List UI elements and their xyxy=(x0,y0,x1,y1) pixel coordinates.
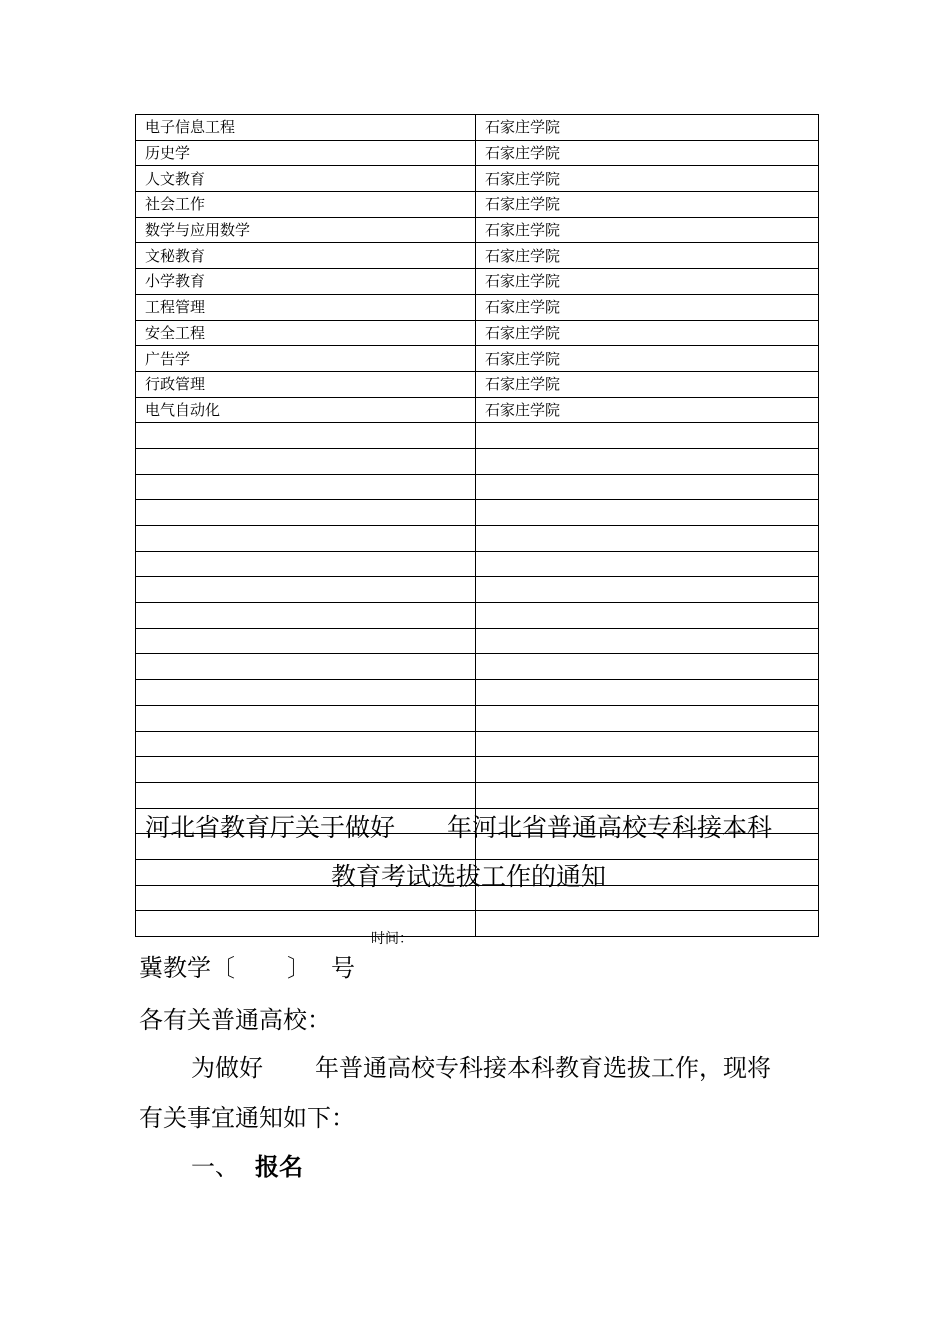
major-cell: 数学与应用数学 xyxy=(136,217,476,243)
table-row xyxy=(136,140,819,166)
table-row xyxy=(136,448,819,474)
major-cell: 工程管理 xyxy=(136,294,476,320)
major-cell: 行政管理 xyxy=(136,371,476,397)
major-cell xyxy=(136,526,476,552)
doc-prefix: 冀教学〔 xyxy=(139,954,235,982)
table-row xyxy=(136,603,819,629)
major-cell xyxy=(136,757,476,783)
intro-paragraph-line-2: 有关事宜通知如下： xyxy=(139,1104,355,1132)
college-cell xyxy=(476,782,819,808)
table-row xyxy=(136,192,819,218)
college-cell: 石家庄学院 xyxy=(476,140,819,166)
major-cell xyxy=(136,911,476,937)
table-row xyxy=(136,243,819,269)
college-cell xyxy=(476,654,819,680)
table-row xyxy=(136,474,819,500)
table-row xyxy=(136,166,819,192)
table-row xyxy=(136,577,819,603)
title-part-1: 河北省教育厅关于做好 xyxy=(145,813,396,842)
major-cell xyxy=(136,474,476,500)
college-cell xyxy=(476,448,819,474)
college-cell xyxy=(476,911,819,937)
college-cell xyxy=(476,603,819,629)
table-row xyxy=(136,320,819,346)
college-cell: 石家庄学院 xyxy=(476,371,819,397)
college-cell: 石家庄学院 xyxy=(476,192,819,218)
table-row xyxy=(136,628,819,654)
major-cell: 历史学 xyxy=(136,140,476,166)
major-cell: 电子信息工程 xyxy=(136,115,476,141)
table-row xyxy=(136,757,819,783)
college-cell: 石家庄学院 xyxy=(476,243,819,269)
major-cell: 人文教育 xyxy=(136,166,476,192)
table-row xyxy=(136,346,819,372)
college-cell: 石家庄学院 xyxy=(476,166,819,192)
college-cell: 石家庄学院 xyxy=(476,269,819,295)
para-part-1: 为做好 xyxy=(191,1054,263,1082)
table-row xyxy=(136,526,819,552)
table-row xyxy=(136,294,819,320)
table-row xyxy=(136,269,819,295)
document-number xyxy=(139,953,355,983)
title-part-2: 年河北省普通高校专科接本科 xyxy=(447,813,773,842)
major-cell xyxy=(136,448,476,474)
major-cell: 小学教育 xyxy=(136,269,476,295)
major-cell: 社会工作 xyxy=(136,192,476,218)
college-cell: 石家庄学院 xyxy=(476,397,819,423)
notice-title-line-1 xyxy=(145,813,772,843)
major-cell xyxy=(136,731,476,757)
major-cell: 电气自动化 xyxy=(136,397,476,423)
doc-close-bracket: 〕 xyxy=(287,954,311,982)
major-cell: 文秘教育 xyxy=(136,243,476,269)
notice-title-line-2: 教育考试选拔工作的通知 xyxy=(331,862,607,891)
table-row xyxy=(136,680,819,706)
major-cell xyxy=(136,628,476,654)
table-row xyxy=(136,911,819,937)
major-cell xyxy=(136,423,476,449)
recipient-line: 各有关普通高校： xyxy=(139,1006,331,1034)
college-cell xyxy=(476,551,819,577)
college-cell xyxy=(476,705,819,731)
table-row xyxy=(136,551,819,577)
major-cell xyxy=(136,680,476,706)
section-heading-registration xyxy=(191,1152,303,1182)
table-row xyxy=(136,397,819,423)
table-row xyxy=(136,705,819,731)
college-cell xyxy=(476,526,819,552)
college-cell: 石家庄学院 xyxy=(476,217,819,243)
table-row xyxy=(136,217,819,243)
college-cell xyxy=(476,474,819,500)
major-cell xyxy=(136,782,476,808)
para-part-2: 年普通高校专科接本科教育选拔工作，现将 xyxy=(315,1054,771,1082)
college-cell xyxy=(476,423,819,449)
doc-suffix: 号 xyxy=(331,954,355,982)
major-cell xyxy=(136,551,476,577)
college-cell xyxy=(476,757,819,783)
section-number: 一、 xyxy=(191,1153,239,1181)
college-cell xyxy=(476,500,819,526)
major-cell xyxy=(136,654,476,680)
college-cell xyxy=(476,680,819,706)
college-cell xyxy=(476,731,819,757)
college-cell: 石家庄学院 xyxy=(476,115,819,141)
table-row xyxy=(136,115,819,141)
table-row xyxy=(136,500,819,526)
major-cell xyxy=(136,577,476,603)
college-cell: 石家庄学院 xyxy=(476,294,819,320)
college-cell xyxy=(476,628,819,654)
major-cell xyxy=(136,705,476,731)
major-cell xyxy=(136,603,476,629)
table-row xyxy=(136,423,819,449)
college-cell xyxy=(476,577,819,603)
table-row xyxy=(136,782,819,808)
table-row xyxy=(136,371,819,397)
college-cell: 石家庄学院 xyxy=(476,346,819,372)
table-row xyxy=(136,731,819,757)
intro-paragraph-line-1 xyxy=(191,1053,771,1083)
section-title: 报名 xyxy=(255,1153,303,1181)
time-label: 时间： xyxy=(371,931,413,947)
college-cell: 石家庄学院 xyxy=(476,320,819,346)
major-cell xyxy=(136,500,476,526)
major-cell: 安全工程 xyxy=(136,320,476,346)
table-row xyxy=(136,654,819,680)
major-cell: 广告学 xyxy=(136,346,476,372)
